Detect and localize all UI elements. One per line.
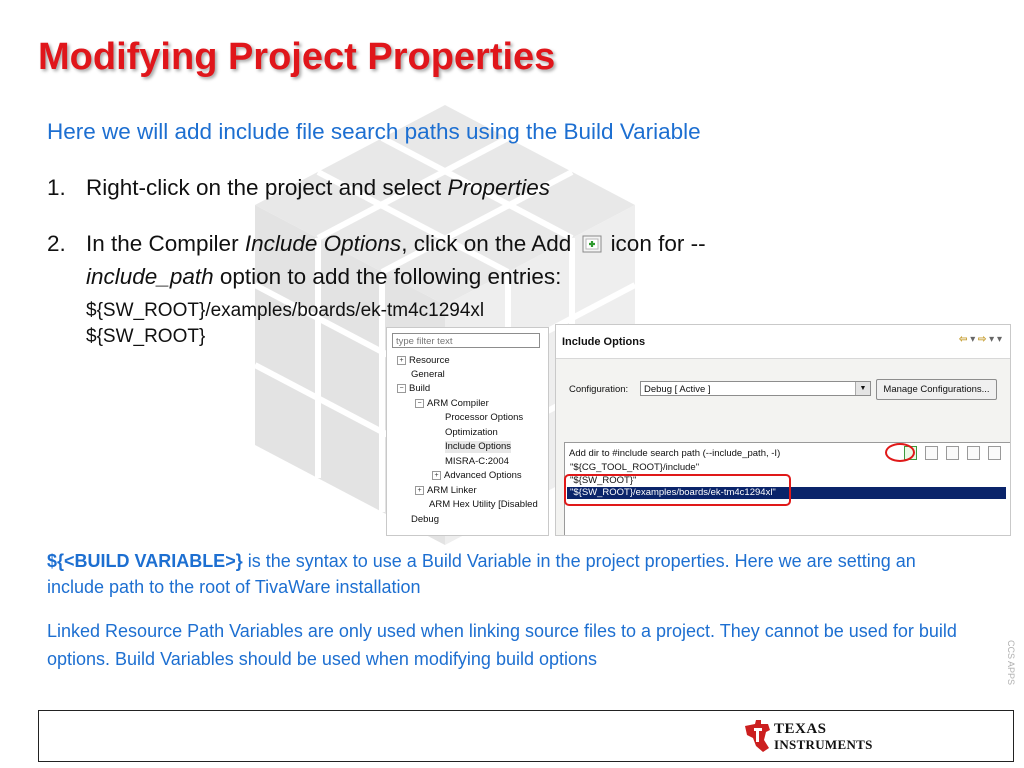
tree-item-label: ARM Linker: [427, 485, 477, 496]
move-up-icon[interactable]: [967, 446, 980, 460]
tree-item-label: General: [411, 369, 445, 380]
expand-icon[interactable]: +: [432, 471, 441, 480]
configuration-select[interactable]: [640, 381, 871, 396]
build-variable-syntax: ${<BUILD VARIABLE>}: [47, 551, 243, 571]
edit-icon[interactable]: [946, 446, 959, 460]
tree-item-label: Optimization: [445, 427, 498, 438]
highlight-oval: [885, 443, 915, 462]
entry-path-1: ${SW_ROOT}/examples/boards/ek-tm4c1294xl: [86, 300, 485, 321]
tree-item-label: MISRA-C:2004: [445, 456, 509, 467]
add-icon: [582, 235, 602, 253]
view-menu-icon[interactable]: ▾: [996, 334, 1002, 345]
syntax-note: [47, 548, 977, 600]
options-header: [556, 325, 1010, 359]
step-1: [47, 175, 550, 201]
tree-item-label: Resource: [409, 355, 450, 366]
tree-item-arm-hex-utility[interactable]: [429, 499, 538, 511]
configuration-label: Configuration:: [569, 384, 629, 395]
expand-icon[interactable]: +: [415, 486, 424, 495]
tree-item-include-options[interactable]: [445, 441, 511, 453]
highlight-box: [564, 474, 791, 506]
logo-text-instruments: INSTRUMENTS: [774, 737, 873, 752]
properties-tree-panel: [386, 327, 549, 536]
collapse-icon[interactable]: −: [415, 399, 424, 408]
side-code: CCS APPS: [1006, 640, 1016, 686]
tree-item-label: Include Options: [445, 441, 512, 452]
step-2-text-d: icon for --: [610, 231, 706, 256]
step-2: [47, 231, 706, 257]
tree-item-debug[interactable]: [411, 514, 439, 526]
expand-icon[interactable]: +: [397, 356, 406, 365]
list-item[interactable]: "${CG_TOOL_ROOT}/include": [570, 462, 700, 473]
tree-item-label: ARM Compiler: [427, 398, 489, 409]
tree-item-arm-compiler[interactable]: [415, 398, 489, 410]
intro-text: Here we will add include file search paths using the Build Variable: [47, 119, 701, 144]
configuration-value: Debug [ Active ]: [644, 384, 711, 395]
list-header: Add dir to #include search path (--include_path, -I): [569, 448, 781, 459]
list-item[interactable]: "${SW_ROOT}": [570, 475, 637, 486]
tree-item-arm-linker[interactable]: [415, 485, 477, 497]
delete-icon[interactable]: [925, 446, 938, 460]
tree-item-build[interactable]: [397, 383, 430, 395]
step-1-text: Right-click on the project and select: [86, 175, 448, 200]
back-arrow-icon[interactable]: ⇦: [959, 334, 968, 345]
linked-resource-note: Linked Resource Path Variables are only used when linking source files to a project. They cannot be used for build options. Build Variables should be used when modifying build options: [47, 621, 957, 669]
nav-arrows: ⇦ ▾ ⇨ ▾ ▾: [959, 334, 1002, 345]
tree-item-label: Advanced Options: [444, 470, 522, 481]
tree-item-general[interactable]: [411, 369, 445, 381]
tree-item-resource[interactable]: [397, 355, 450, 367]
step-1-properties: Properties: [447, 175, 550, 200]
forward-arrow-icon[interactable]: ⇨: [978, 334, 987, 345]
step-2-text-a: In the Compiler: [86, 231, 245, 256]
step-2-text-c: , click on the Add: [401, 231, 572, 256]
tree-item-label: Build: [409, 383, 431, 394]
tree-item-processor-options[interactable]: [445, 412, 523, 424]
filter-input[interactable]: type filter text: [392, 333, 540, 348]
tree-item-misra[interactable]: [445, 456, 509, 468]
chevron-down-icon[interactable]: ▼: [855, 382, 870, 395]
collapse-icon[interactable]: −: [397, 384, 406, 393]
entry-path-2: ${SW_ROOT}: [86, 326, 206, 347]
syntax-note-text: is the syntax to use a Build Variable in the project properties. Here we are setting an include path to the root of TivaWare installation: [47, 551, 916, 597]
step-2-include-path: include_path: [86, 264, 214, 289]
list-item-selected[interactable]: "${SW_ROOT}/examples/boards/ek-tm4c1294xl": [567, 487, 1006, 499]
step-2-continued: [86, 264, 561, 290]
step-2-text-f: option to add the following entries:: [213, 264, 562, 289]
tree-item-advanced-options[interactable]: [432, 470, 522, 482]
step-1-number: 1.: [47, 175, 66, 200]
tree-item-label: Debug: [411, 514, 439, 525]
include-options-panel: [555, 324, 1011, 536]
options-title: Include Options: [562, 336, 646, 348]
logo-text-texas: TEXAS: [774, 721, 827, 737]
tree-item-label: ARM Hex Utility [Disabled: [429, 499, 538, 510]
tree-item-optimization[interactable]: [445, 427, 498, 439]
step-2-include-options: Include Options: [244, 231, 402, 256]
page-title: Modifying Project Properties: [38, 36, 556, 78]
manage-configurations-button[interactable]: Manage Configurations...: [876, 379, 997, 400]
tree-item-label: Processor Options: [445, 412, 524, 423]
step-2-number: 2.: [47, 231, 66, 256]
move-down-icon[interactable]: [988, 446, 1001, 460]
